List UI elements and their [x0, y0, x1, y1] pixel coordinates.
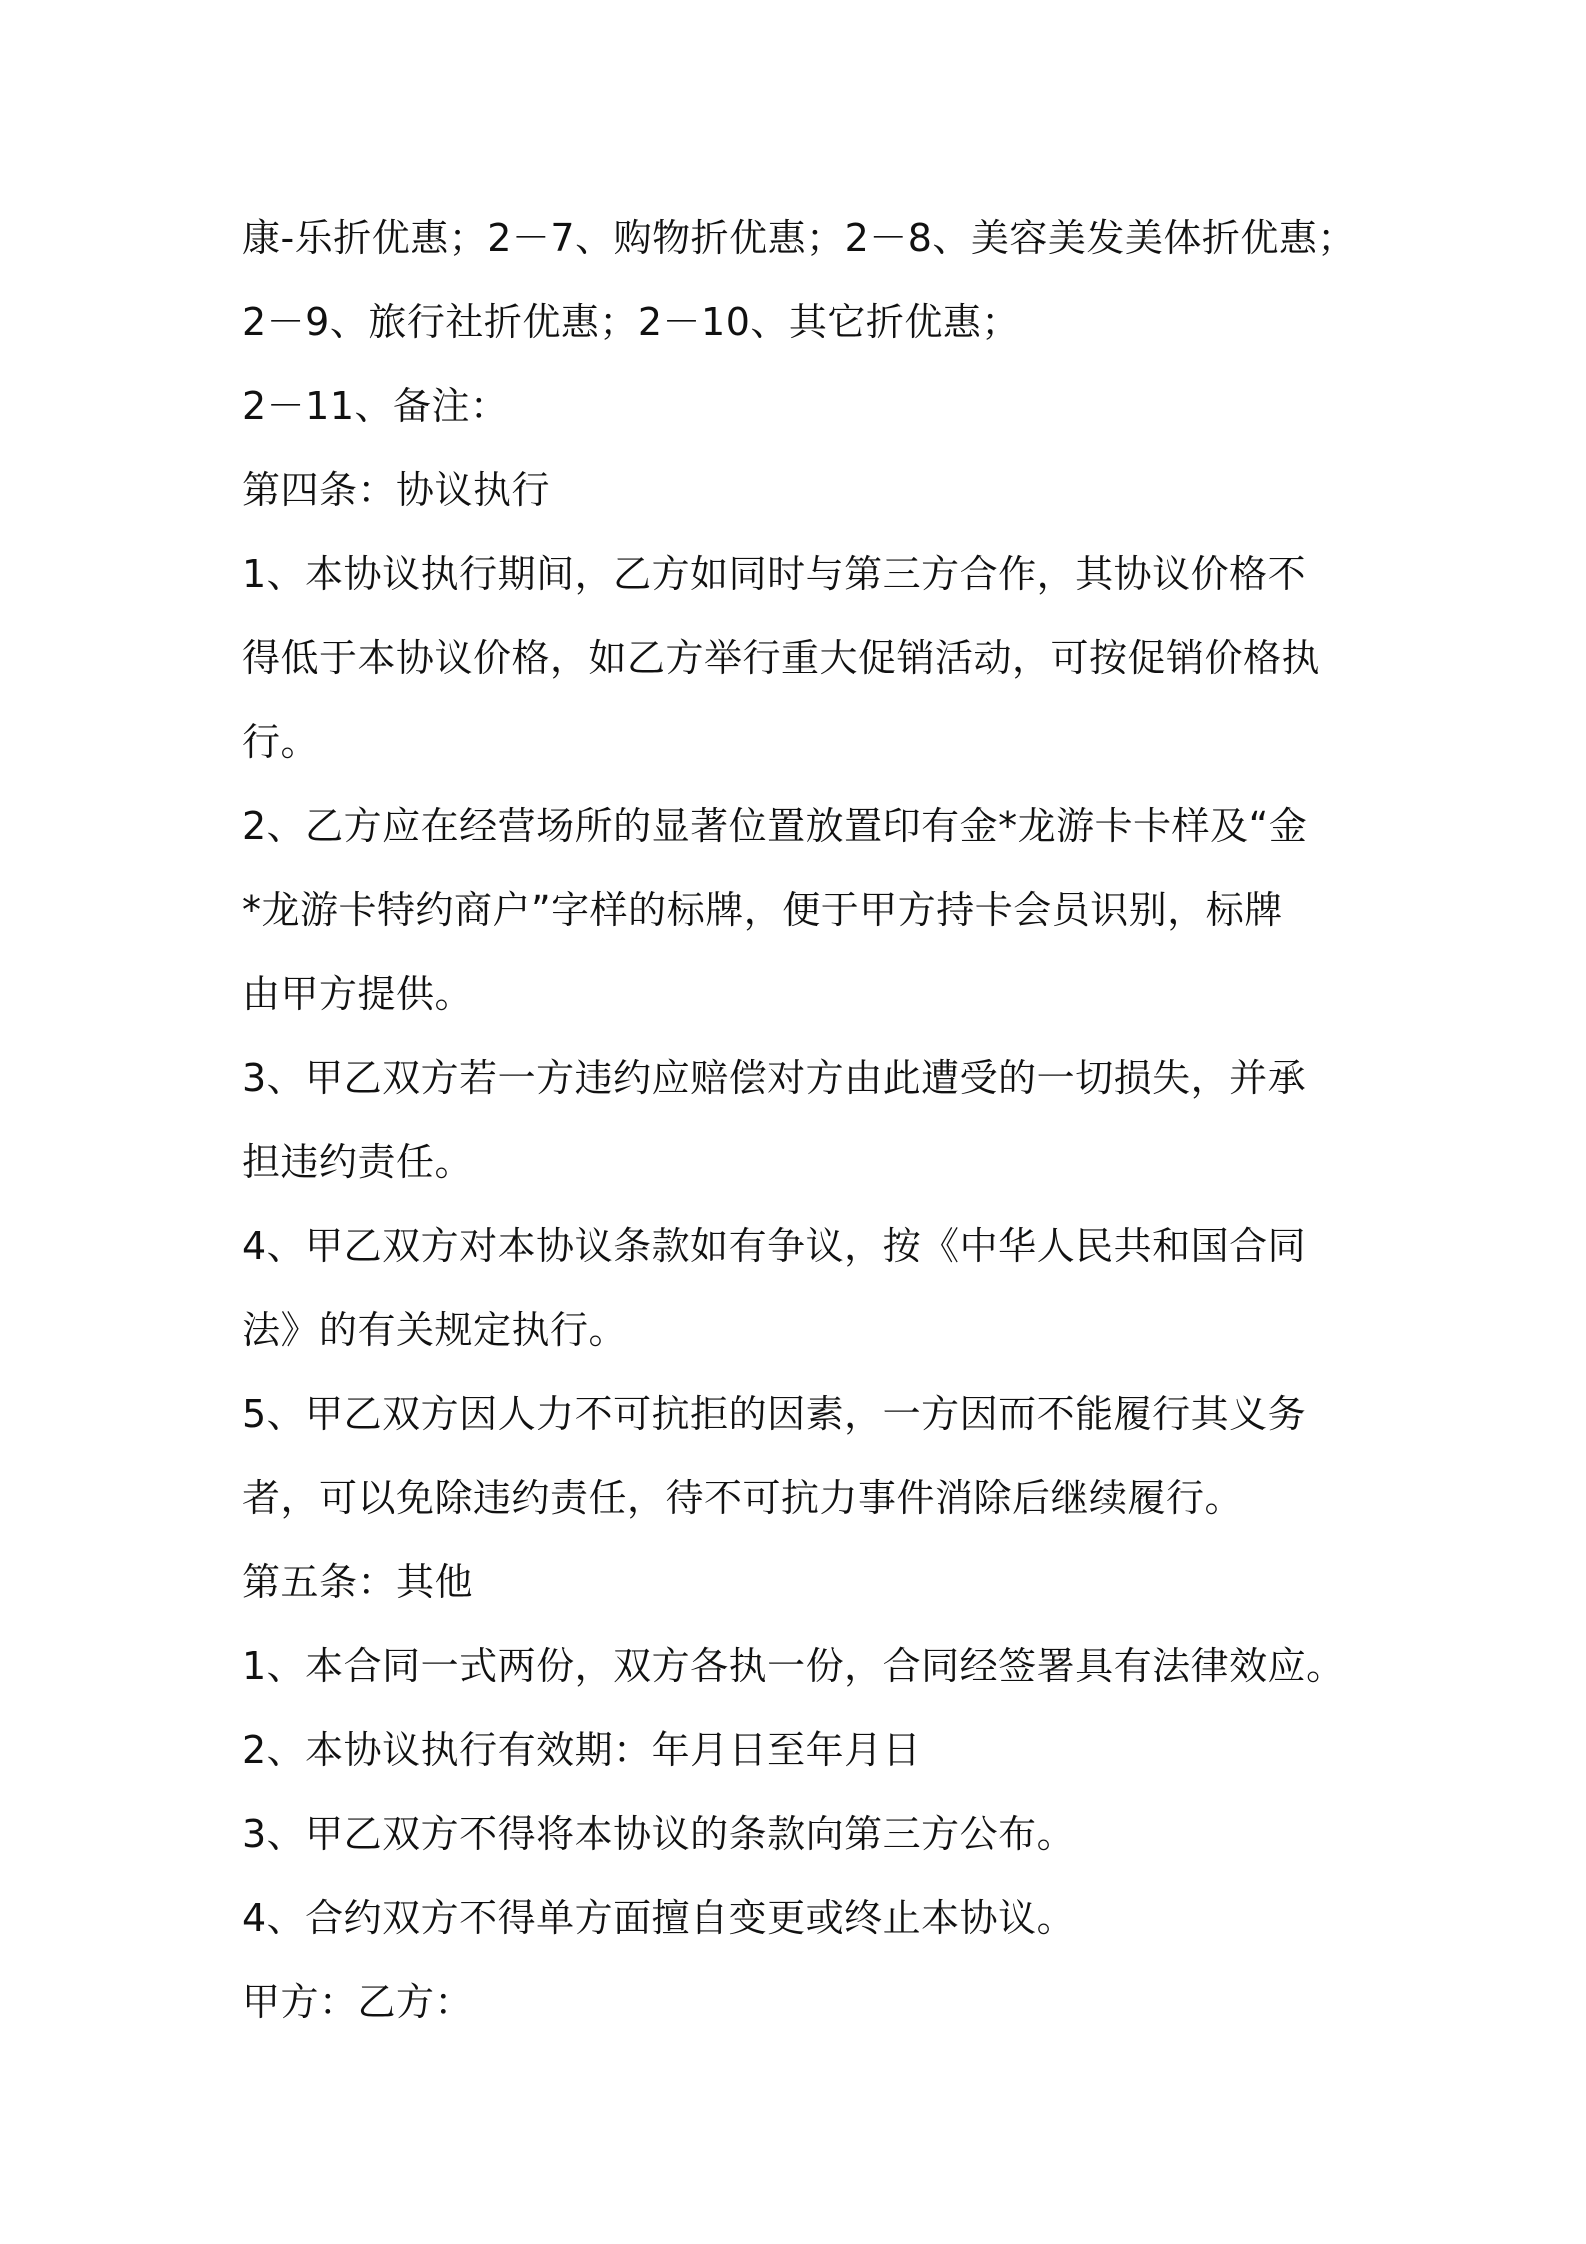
- document-page: [242, 196, 1382, 2044]
- clause-4-5-line-1: 5、甲乙双方因人力不可抗拒的因素，一方因而不能履行其义务: [242, 1392, 1307, 1436]
- clause-4-2-line-1: 2、乙方应在经营场所的显著位置放置印有金*龙游卡卡样及“金: [242, 804, 1308, 848]
- clause-4-1-line-2: 得低于本协议价格，如乙方举行重大促销活动，可按促销价格执: [242, 636, 1321, 680]
- text-line-discounts-1: 康-乐折优惠；2－7、购物折优惠；2－8、美容美发美体折优惠；: [242, 216, 1356, 260]
- clause-4-1-line-1: 1、本协议执行期间，乙方如同时与第三方合作，其协议价格不: [242, 552, 1307, 596]
- article-5-heading: 第五条：其他: [242, 1560, 474, 1604]
- text-line-discounts-2: 2－9、旅行社折优惠；2－10、其它折优惠；: [242, 300, 1020, 344]
- clause-4-3-line-2: 担违约责任。: [242, 1140, 474, 1184]
- clause-5-2: 2、本协议执行有效期：年月日至年月日: [242, 1728, 922, 1772]
- signature-parties: 甲方：乙方：: [242, 1980, 474, 2024]
- clause-4-3-line-1: 3、甲乙双方若一方违约应赔偿对方由此遭受的一切损失，并承: [242, 1056, 1307, 1100]
- article-4-heading: 第四条：协议执行: [242, 468, 551, 512]
- clause-5-3: 3、甲乙双方不得将本协议的条款向第三方公布。: [242, 1812, 1076, 1856]
- clause-4-4-line-1: 4、甲乙双方对本协议条款如有争议，按《中华人民共和国合同: [242, 1224, 1307, 1268]
- clause-4-2-line-2: *龙游卡特约商户”字样的标牌，便于甲方持卡会员识别，标牌: [242, 888, 1283, 932]
- clause-4-5-line-2: 者，可以免除违约责任，待不可抗力事件消除后继续履行。: [242, 1476, 1244, 1520]
- clause-4-1-line-3: 行。: [242, 720, 320, 764]
- clause-4-4-line-2: 法》的有关规定执行。: [242, 1308, 628, 1352]
- text-line-remarks: 2－11、备注：: [242, 384, 509, 428]
- clause-5-1: 1、本合同一式两份，双方各执一份，合同经签署具有法律效应。: [242, 1644, 1345, 1688]
- clause-4-2-line-3: 由甲方提供。: [242, 972, 474, 1016]
- clause-5-4: 4、合约双方不得单方面擅自变更或终止本协议。: [242, 1896, 1076, 1940]
